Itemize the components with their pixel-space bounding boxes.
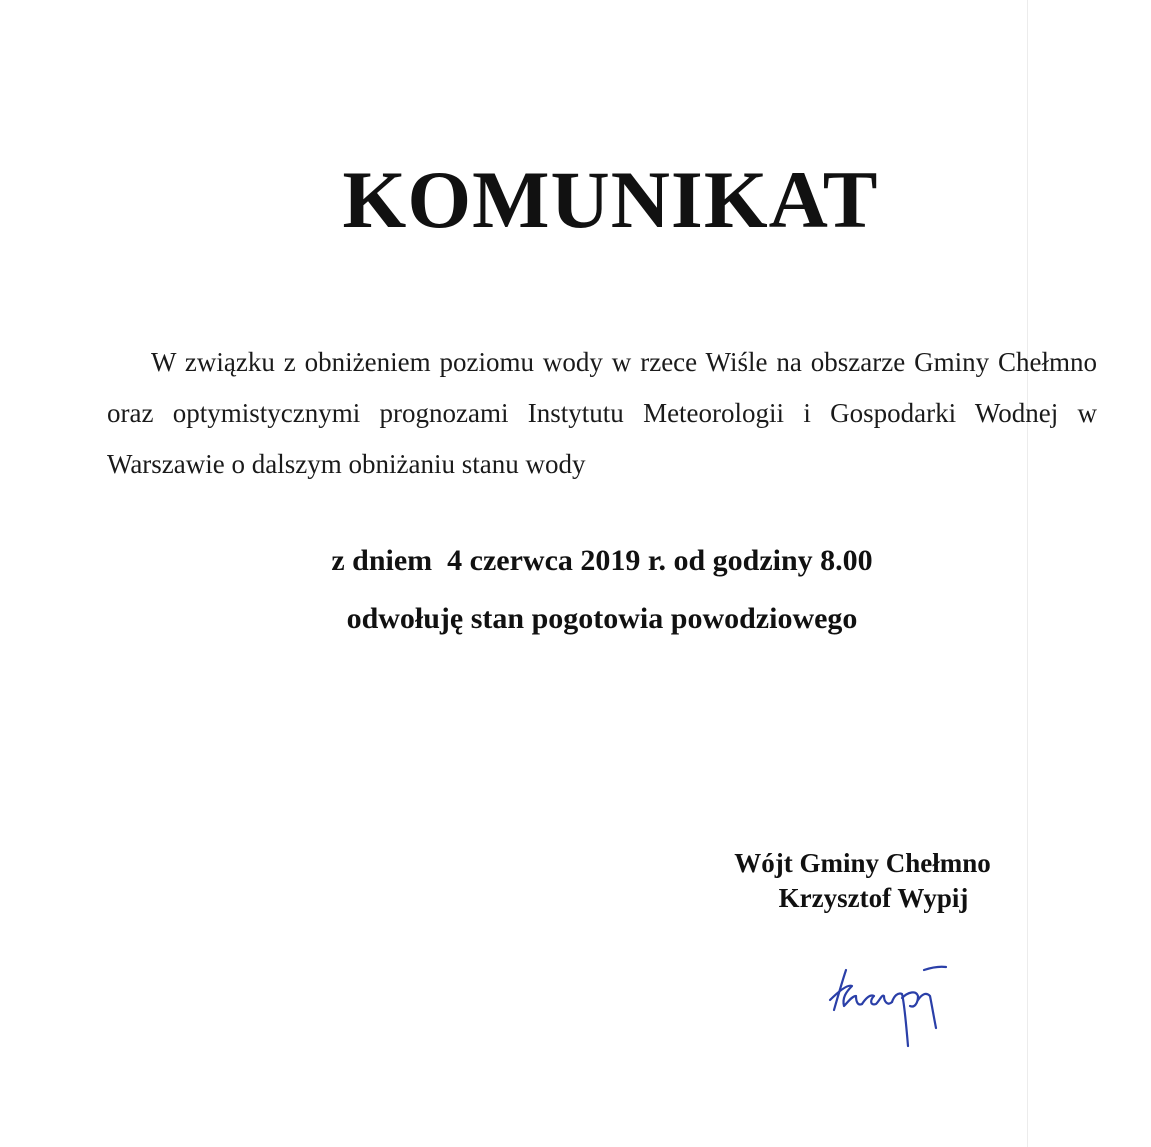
signatory-block (700, 846, 1025, 916)
document-title: KOMUNIKAT (342, 154, 879, 245)
announcement-body: W związku z obniżeniem poziomu wody w rzece Wiśle na obszarze Gminy Chełmno oraz optymistycznymi prognozami Instytutu Meteorologii i Gospodarki Wodnej w Warszawie o dalszym obniżaniu stanu wody (107, 347, 1097, 479)
handwritten-signature (826, 962, 956, 1054)
signatory-title: Wójt Gminy Chełmno (734, 848, 991, 878)
decision-statement-line: odwołuję stan pogotowia powodziowego (346, 602, 858, 635)
decision-date-line: z dniem 4 czerwca 2019 r. od godziny 8.00 (331, 544, 873, 577)
signatory-name: Krzysztof Wypij (778, 883, 969, 913)
